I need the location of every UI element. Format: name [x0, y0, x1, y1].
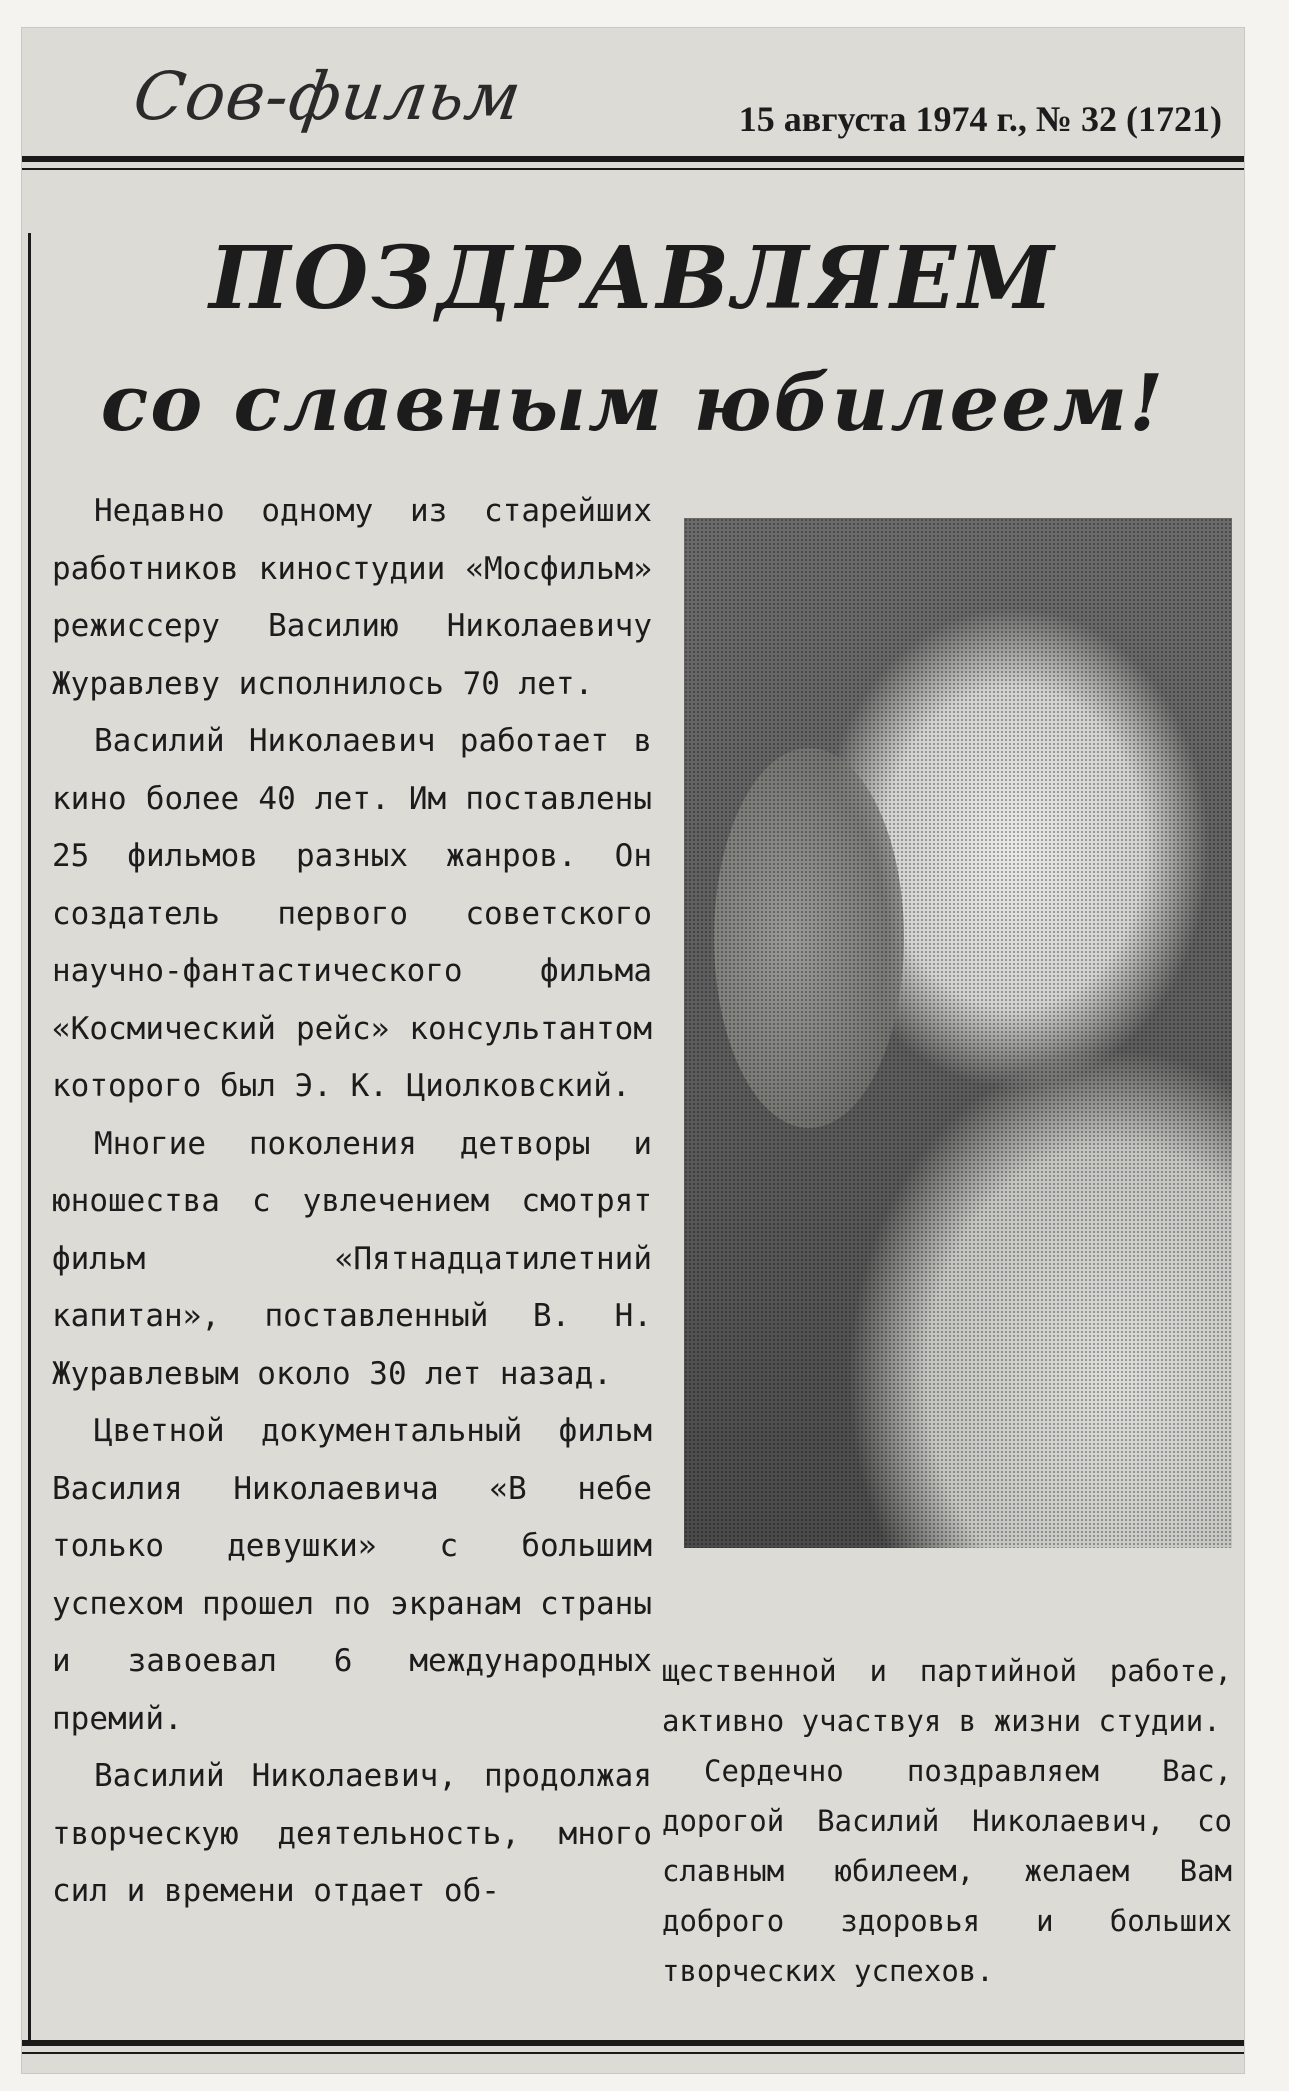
article-paragraph: Сердечно поздравляем Вас, дорогой Василий Николаевич, со славным юбилеем, желаем Вам доброго здоровья и больших творческих успехов. [662, 1754, 1232, 1988]
portrait-photo [684, 518, 1232, 1548]
newspaper-clipping [22, 28, 1244, 2073]
article-paragraph: Василий Николаевич, продолжая творческую деятельность, много сил и времени отдает об- [52, 1758, 652, 1909]
article-paragraph: Цветной документальный фильм Василия Николаевича «В небе только девушки» с большим успехом прошел по экранам страны и завоевал 6 международных премий. [52, 1413, 652, 1737]
article-paragraph: щественной и партийной работе, активно участвуя в жизни студии. [662, 1654, 1232, 1738]
headline-main: ПОЗДРАВЛЯЕМ [209, 228, 1057, 329]
top-rule-thick [22, 156, 1244, 162]
photo-face-shading [714, 748, 904, 1128]
bottom-rule-thick [22, 2040, 1244, 2046]
article-paragraph: Недавно одному из старейших работников киностудии «Мосфильм» режиссеру Василию Николаевичу Журавлеву исполнилось 70 лет. [52, 493, 652, 702]
article-right-column [662, 1646, 1232, 1996]
article-paragraph: Василий Николаевич работает в кино более 40 лет. Им поставлены 25 фильмов разных жанров. Он создатель первого советского научно-фантастического фильма «Космический рейс» консультантом которого был Э. К. Циолковский. [52, 723, 652, 1104]
headline-sub: со славным юбилеем! [100, 358, 1166, 449]
handwritten-source-note: Сов-фильм [128, 58, 527, 135]
article-left-column [52, 483, 652, 1921]
issue-date: 15 августа 1974 г., № 32 (1721) [738, 99, 1222, 139]
top-rule-thin [22, 168, 1244, 170]
left-border-rule [28, 233, 31, 2043]
article-paragraph: Многие поколения детворы и юношества с увлечением смотрят фильм «Пятнадцатилетний капитан», поставленный В. Н. Журавлевым около 30 лет назад. [52, 1125, 652, 1392]
bottom-rule-thin [22, 2052, 1244, 2054]
